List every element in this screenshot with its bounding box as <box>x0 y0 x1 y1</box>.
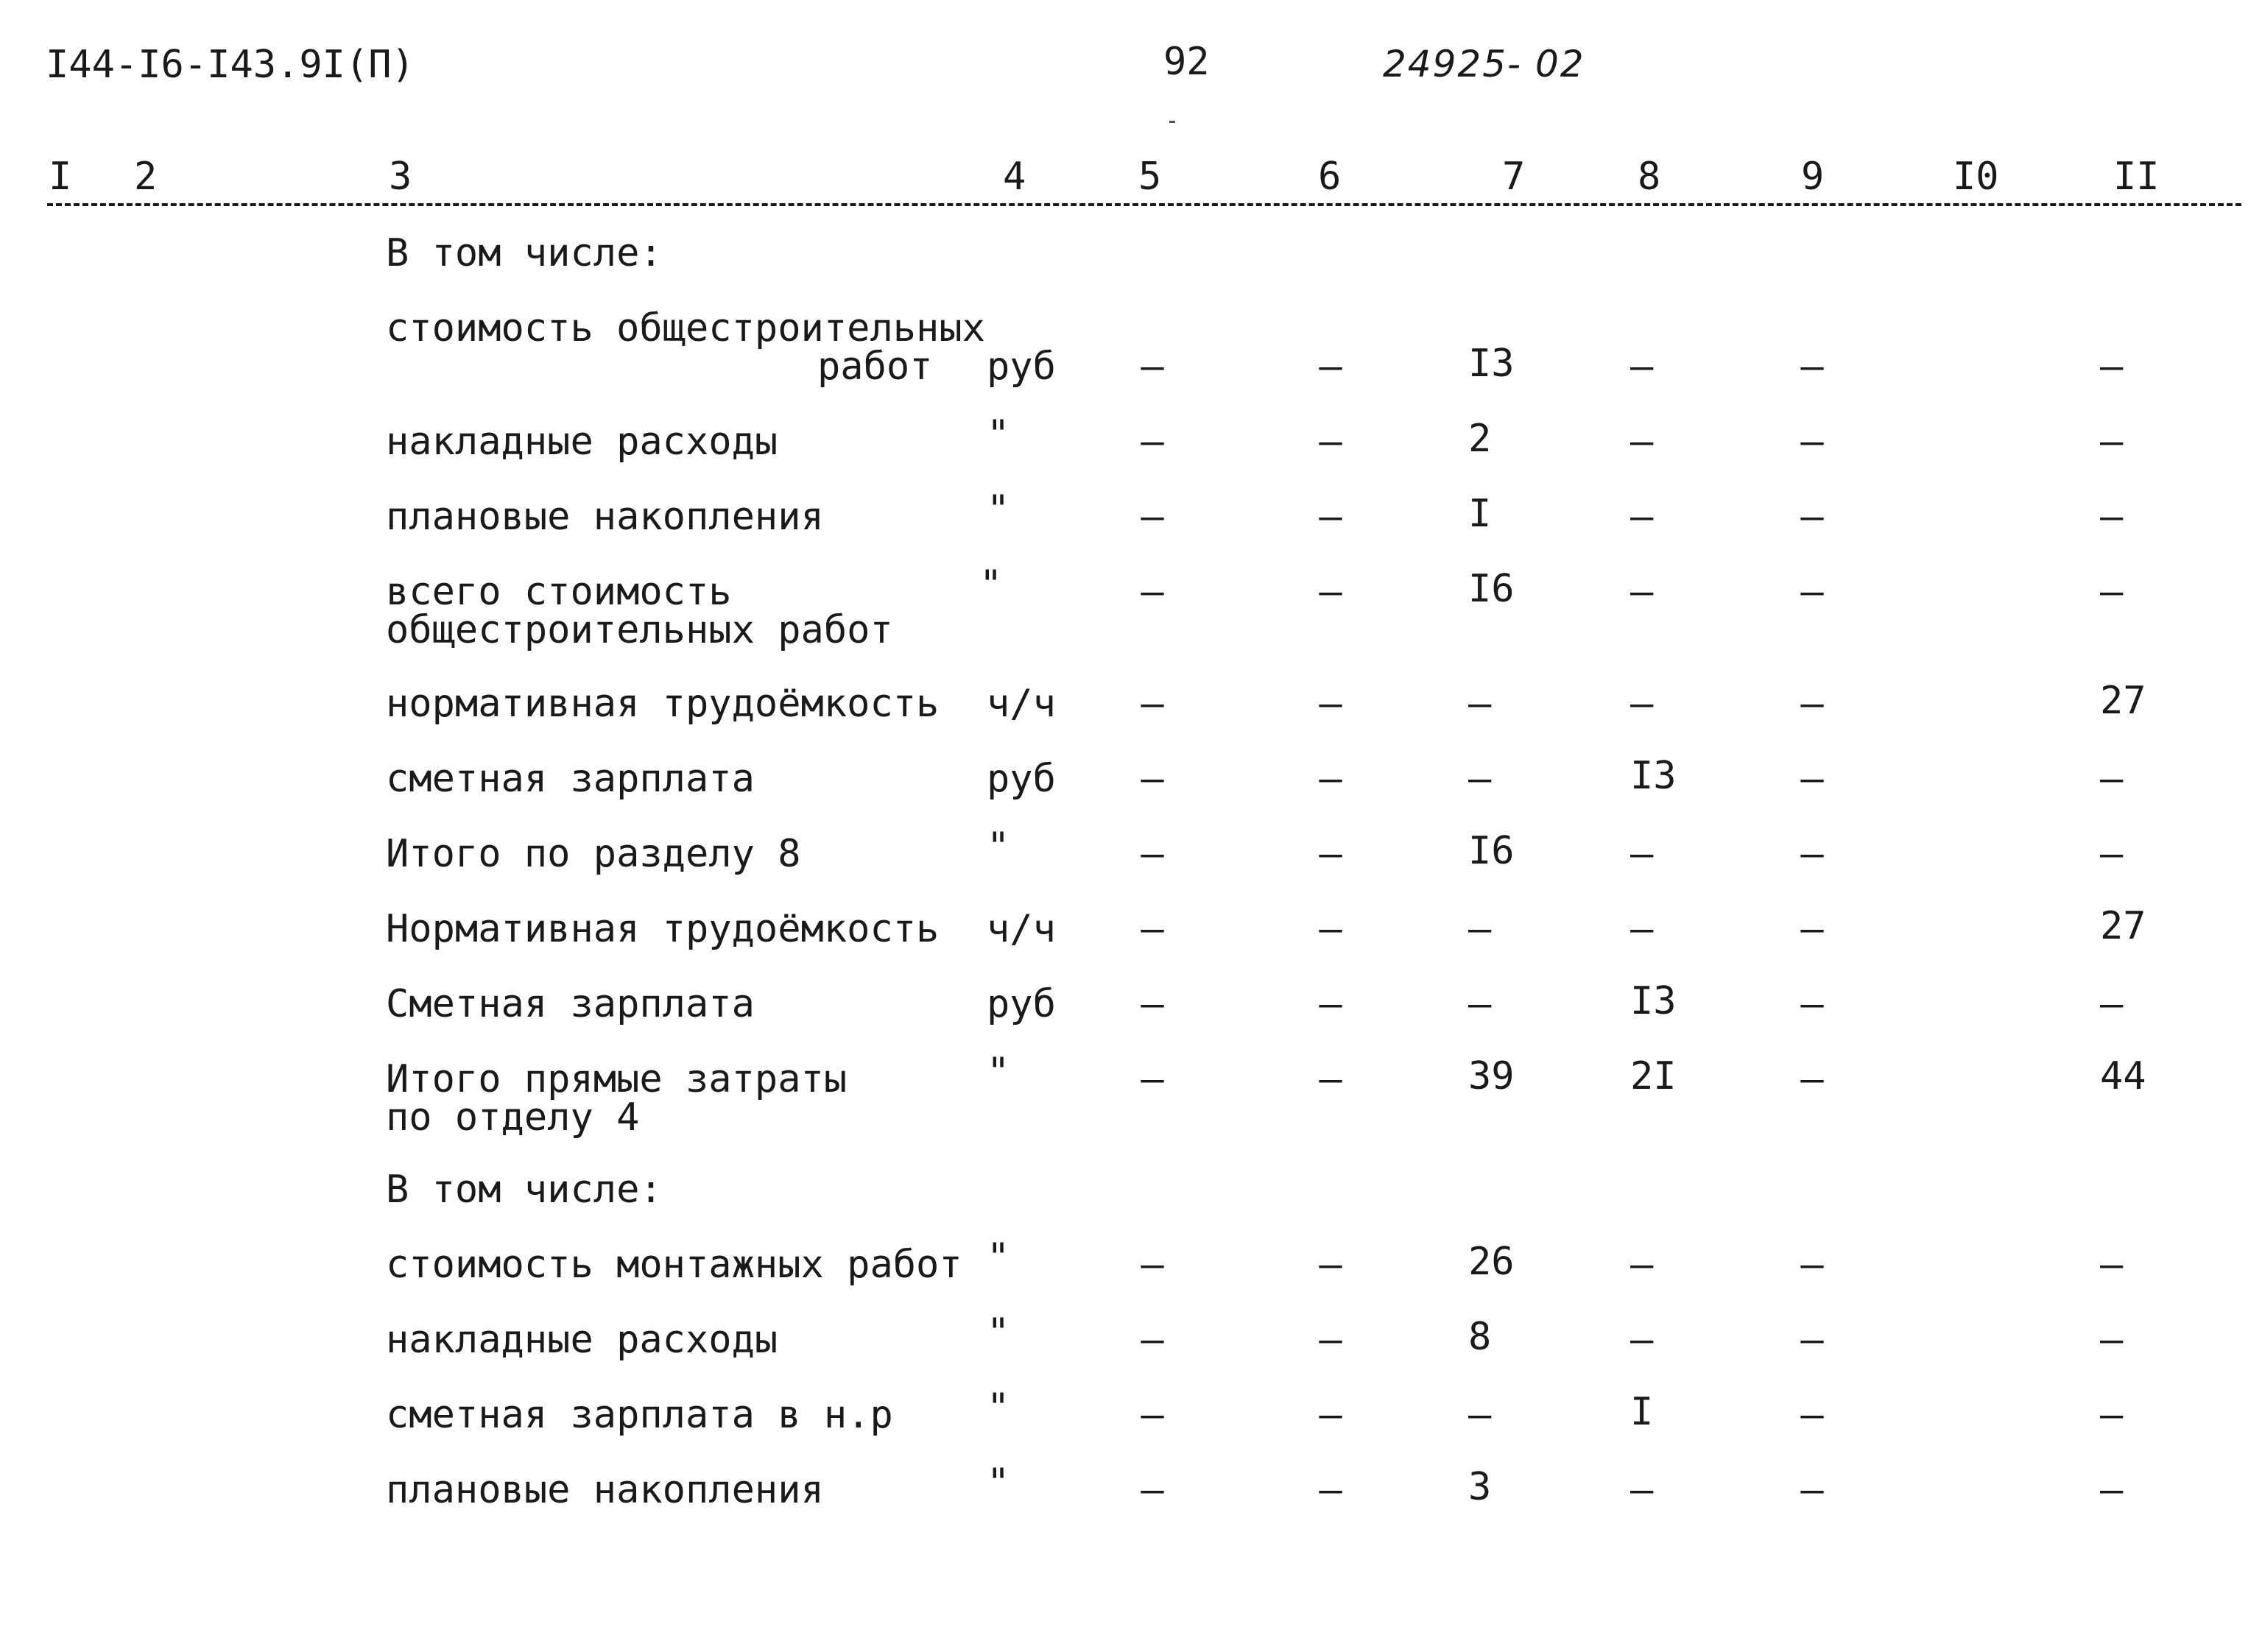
cell-col11: – <box>2100 1468 2124 1512</box>
cell-col6: – <box>1319 1243 1342 1287</box>
cell-col9: – <box>1800 982 1824 1026</box>
cell-col11: – <box>2100 757 2124 801</box>
column-header: 3 <box>389 155 412 199</box>
cell-unit: " <box>987 1050 1010 1094</box>
table-row <box>0 487 2262 579</box>
cell-col11: – <box>2100 982 2124 1026</box>
cell-col6: – <box>1319 1468 1342 1512</box>
row-label: накладные расходы <box>386 420 778 464</box>
table-row <box>0 1168 2262 1252</box>
table-row <box>0 1461 2262 1552</box>
cell-col6: – <box>1319 1057 1342 1101</box>
cell-col9: – <box>1800 345 1824 389</box>
cell-col8: 2I <box>1630 1054 1677 1098</box>
cell-col7: 26 <box>1468 1240 1515 1284</box>
cell-col8: – <box>1630 345 1654 389</box>
cell-col8: – <box>1630 1468 1654 1512</box>
cell-col9: – <box>1800 1243 1824 1287</box>
column-header: 9 <box>1801 155 1825 199</box>
cell-col11: – <box>2100 420 2124 464</box>
cell-col7: 39 <box>1468 1054 1515 1098</box>
table-row <box>0 979 2262 1066</box>
cell-col5: – <box>1141 757 1164 801</box>
cell-unit: " <box>987 487 1010 532</box>
cell-col8: – <box>1630 907 1654 951</box>
cell-col7: – <box>1468 682 1492 726</box>
cell-col11: 44 <box>2100 1054 2146 1098</box>
cell-col8: – <box>1630 495 1654 539</box>
handwritten-number: 24925- 02 <box>1383 43 1585 85</box>
cell-col8: I3 <box>1630 979 1677 1023</box>
cell-unit: ч/ч <box>987 907 1056 951</box>
document-code: I44-I6-I43.9I(П) <box>46 43 415 87</box>
column-header: I <box>49 155 72 199</box>
cell-unit: руб <box>987 982 1056 1026</box>
column-header: 4 <box>1003 155 1026 199</box>
row-label: сметная зарплата в н.р <box>386 1393 893 1437</box>
cell-col6: – <box>1319 832 1342 876</box>
cell-col6: – <box>1319 907 1342 951</box>
cell-col11: – <box>2100 345 2124 389</box>
cell-col11: – <box>2100 495 2124 539</box>
cell-col9: – <box>1800 1468 1824 1512</box>
cell-col6: – <box>1319 757 1342 801</box>
row-label: Сметная зарплата <box>386 982 755 1026</box>
column-header: 6 <box>1318 155 1342 199</box>
table-row <box>0 1310 2262 1402</box>
header-dashed-rule <box>47 203 2241 206</box>
cell-col9: – <box>1800 832 1824 876</box>
cell-col9: – <box>1800 1057 1824 1101</box>
cell-col11: – <box>2100 832 2124 876</box>
row-label: В том числе: <box>386 231 663 275</box>
column-header: 7 <box>1502 155 1526 199</box>
row-label: плановые накопления <box>386 495 824 539</box>
row-label: Итого по разделу 8 <box>386 832 801 876</box>
cell-col8: – <box>1630 1318 1654 1362</box>
cell-col6: – <box>1319 1393 1342 1437</box>
cell-col5: – <box>1141 1057 1164 1101</box>
column-header: II <box>2113 155 2160 199</box>
table-row <box>0 412 2262 504</box>
cell-col6: – <box>1319 345 1342 389</box>
cell-col9: – <box>1800 1318 1824 1362</box>
cell-col7: I6 <box>1468 829 1515 873</box>
cell-col7: I6 <box>1468 567 1515 611</box>
table-row <box>0 904 2262 991</box>
table-row <box>0 1050 2262 1141</box>
row-label: стоимость монтажных работ <box>386 1243 962 1287</box>
cell-col6: – <box>1319 682 1342 726</box>
cell-col7: – <box>1468 1393 1492 1437</box>
cell-col8: – <box>1630 832 1654 876</box>
row-label: Итого прямые затраты <box>386 1057 848 1101</box>
cell-unit: " <box>987 1386 1010 1430</box>
cell-unit: " <box>987 412 1010 456</box>
cell-unit: " <box>987 1461 1010 1505</box>
row-label: сметная зарплата <box>386 757 755 801</box>
row-label: стоимость общестроительных <box>386 306 985 350</box>
cell-col7: 2 <box>1468 417 1492 461</box>
cell-col5: – <box>1141 345 1164 389</box>
cell-col7: – <box>1468 982 1492 1026</box>
table-row <box>0 231 2262 315</box>
cell-col9: – <box>1800 570 1824 614</box>
row-label: всего стоимость <box>386 570 732 614</box>
cell-unit: руб <box>987 345 1056 389</box>
cell-col5: – <box>1141 420 1164 464</box>
cell-col5: – <box>1141 570 1164 614</box>
table-row <box>0 306 2262 390</box>
cell-col11: – <box>2100 570 2124 614</box>
table-row <box>0 1235 2262 1327</box>
cell-col5: – <box>1141 1318 1164 1362</box>
row-label-continued: общестроительных работ <box>386 608 893 652</box>
row-label: накладные расходы <box>386 1318 778 1362</box>
row-label: Нормативная трудоёмкость <box>386 907 940 951</box>
table-row <box>0 1386 2262 1477</box>
cell-col9: – <box>1800 682 1824 726</box>
row-label-continued: по отделу 4 <box>386 1095 640 1140</box>
cell-col6: – <box>1319 982 1342 1026</box>
table-row <box>0 679 2262 766</box>
cell-col5: – <box>1141 495 1164 539</box>
cell-col11: 27 <box>2100 679 2146 723</box>
row-label-continued: работ <box>817 345 933 389</box>
cell-col8: – <box>1630 420 1654 464</box>
cell-col8: – <box>1630 570 1654 614</box>
cell-unit: ч/ч <box>987 682 1056 726</box>
table-row <box>0 825 2262 916</box>
cell-col8: I3 <box>1630 754 1677 798</box>
cell-col8: – <box>1630 1243 1654 1287</box>
column-header: 8 <box>1638 155 1661 199</box>
cell-col11: – <box>2100 1243 2124 1287</box>
page-number: 92 <box>1163 40 1210 84</box>
cell-col7: I3 <box>1468 342 1515 386</box>
cell-col5: – <box>1141 1468 1164 1512</box>
cell-col5: – <box>1141 1393 1164 1437</box>
cell-col5: – <box>1141 982 1164 1026</box>
cell-col6: – <box>1319 495 1342 539</box>
cell-col7: – <box>1468 907 1492 951</box>
cell-col7: 8 <box>1468 1315 1492 1359</box>
cell-col6: – <box>1319 570 1342 614</box>
row-label: В том числе: <box>386 1168 663 1212</box>
cell-unit: " <box>979 562 1003 607</box>
column-header: I0 <box>1953 155 1999 199</box>
cell-col11: 27 <box>2100 904 2146 948</box>
cell-col9: – <box>1800 1393 1824 1437</box>
table-row <box>0 562 2262 654</box>
cell-unit: руб <box>987 757 1056 801</box>
row-label: плановые накопления <box>386 1468 824 1512</box>
cell-col5: – <box>1141 682 1164 726</box>
cell-col5: – <box>1141 907 1164 951</box>
cell-col7: 3 <box>1468 1465 1492 1509</box>
cell-col9: – <box>1800 757 1824 801</box>
column-header: 2 <box>134 155 158 199</box>
cell-unit: " <box>987 825 1010 869</box>
cell-col8: I <box>1630 1390 1654 1434</box>
cell-col9: – <box>1800 420 1824 464</box>
speck <box>1169 121 1175 123</box>
cell-col11: – <box>2100 1318 2124 1362</box>
cell-col8: – <box>1630 682 1654 726</box>
column-header: 5 <box>1138 155 1162 199</box>
cell-col7: – <box>1468 757 1492 801</box>
row-label: нормативная трудоёмкость <box>386 682 940 726</box>
cell-unit: " <box>987 1235 1010 1279</box>
cell-col5: – <box>1141 1243 1164 1287</box>
cell-unit: " <box>987 1310 1010 1355</box>
cell-col11: – <box>2100 1393 2124 1437</box>
cell-col6: – <box>1319 1318 1342 1362</box>
cell-col5: – <box>1141 832 1164 876</box>
cell-col9: – <box>1800 907 1824 951</box>
cell-col9: – <box>1800 495 1824 539</box>
cell-col7: I <box>1468 492 1492 536</box>
cell-col6: – <box>1319 420 1342 464</box>
table-row <box>0 754 2262 841</box>
